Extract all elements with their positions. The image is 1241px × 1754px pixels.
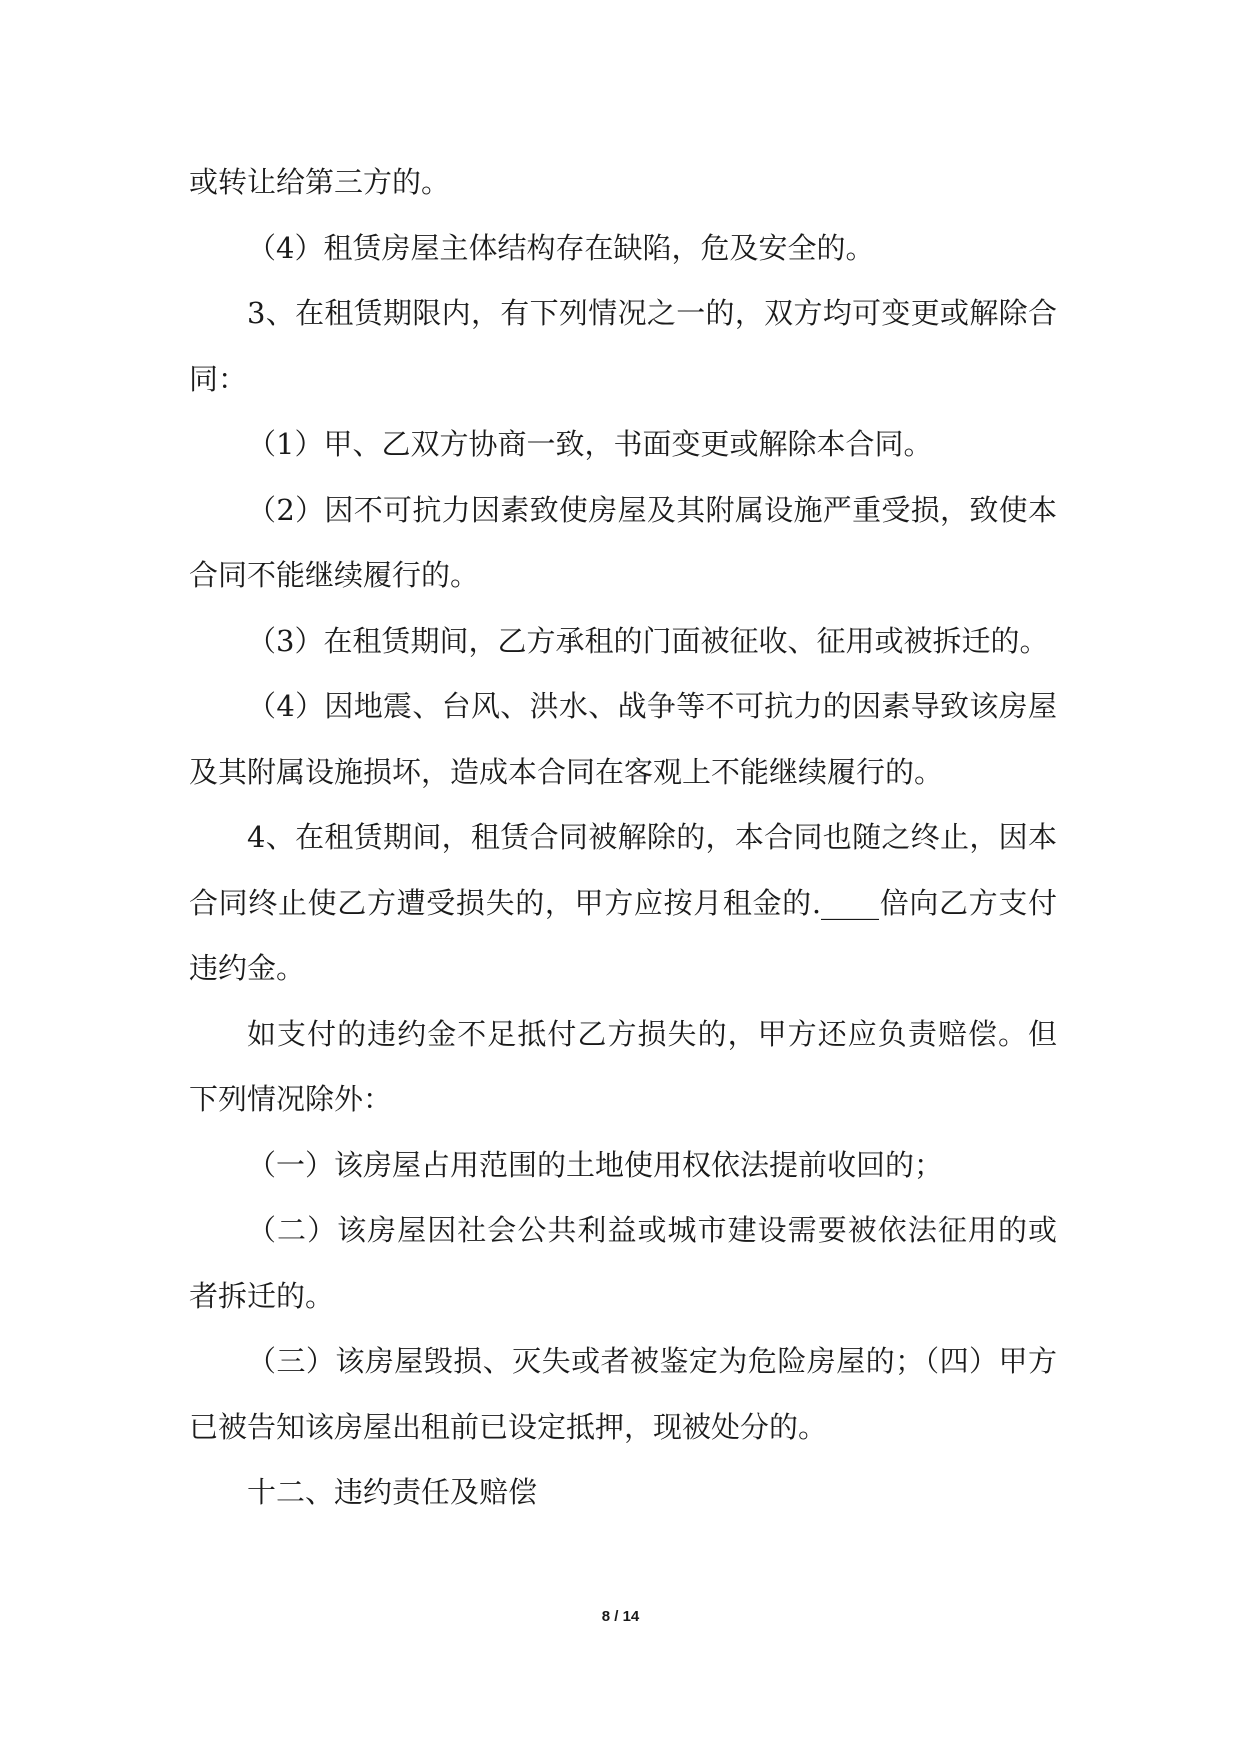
paragraph: （4）租赁房屋主体结构存在缺陷，危及安全的。 [247,230,875,265]
paragraph: 3、在租赁期限内，有下列情况之一的，双方均可变更或解除合同： [189,296,1057,396]
document-body [189,150,1057,1526]
paragraph: （三）该房屋毁损、灭失或者被鉴定为危险房屋的；（四）甲方已被告知该房屋出租前已设定抵押，现被处分的。 [189,1344,1057,1444]
paragraph: （3）在租赁期间，乙方承租的门面被征收、征用或被拆迁的。 [247,623,1049,658]
paragraph: （4）因地震、台风、洪水、战争等不可抗力的因素导致该房屋及其附属设施损坏，造成本合同在客观上不能继续履行的。 [189,689,1057,789]
paragraph: （1）甲、乙双方协商一致，书面变更或解除本合同。 [247,427,933,461]
paragraph: （2）因不可抗力因素致使房屋及其附属设施严重受损，致使本合同不能继续履行的。 [189,492,1057,592]
paragraph: 4、在租赁期间，租赁合同被解除的，本合同也随之终止，因本合同终止使乙方遭受损失的，甲方应按月租金的.____倍向乙方支付违约金。 [189,820,1057,985]
page-number: 8 / 14 [601,1608,640,1625]
paragraph: 如支付的违约金不足抵付乙方损失的，甲方还应负责赔偿。但下列情况除外： [189,1016,1057,1116]
paragraph: （一）该房屋占用范围的土地使用权依法提前收回的； [247,1147,944,1182]
section-heading: 十二、违约责任及赔偿 [247,1475,538,1509]
paragraph: （二）该房屋因社会公共利益或城市建设需要被依法征用的或者拆迁的。 [189,1213,1057,1313]
paragraph: 或转让给第三方的。 [189,165,451,199]
